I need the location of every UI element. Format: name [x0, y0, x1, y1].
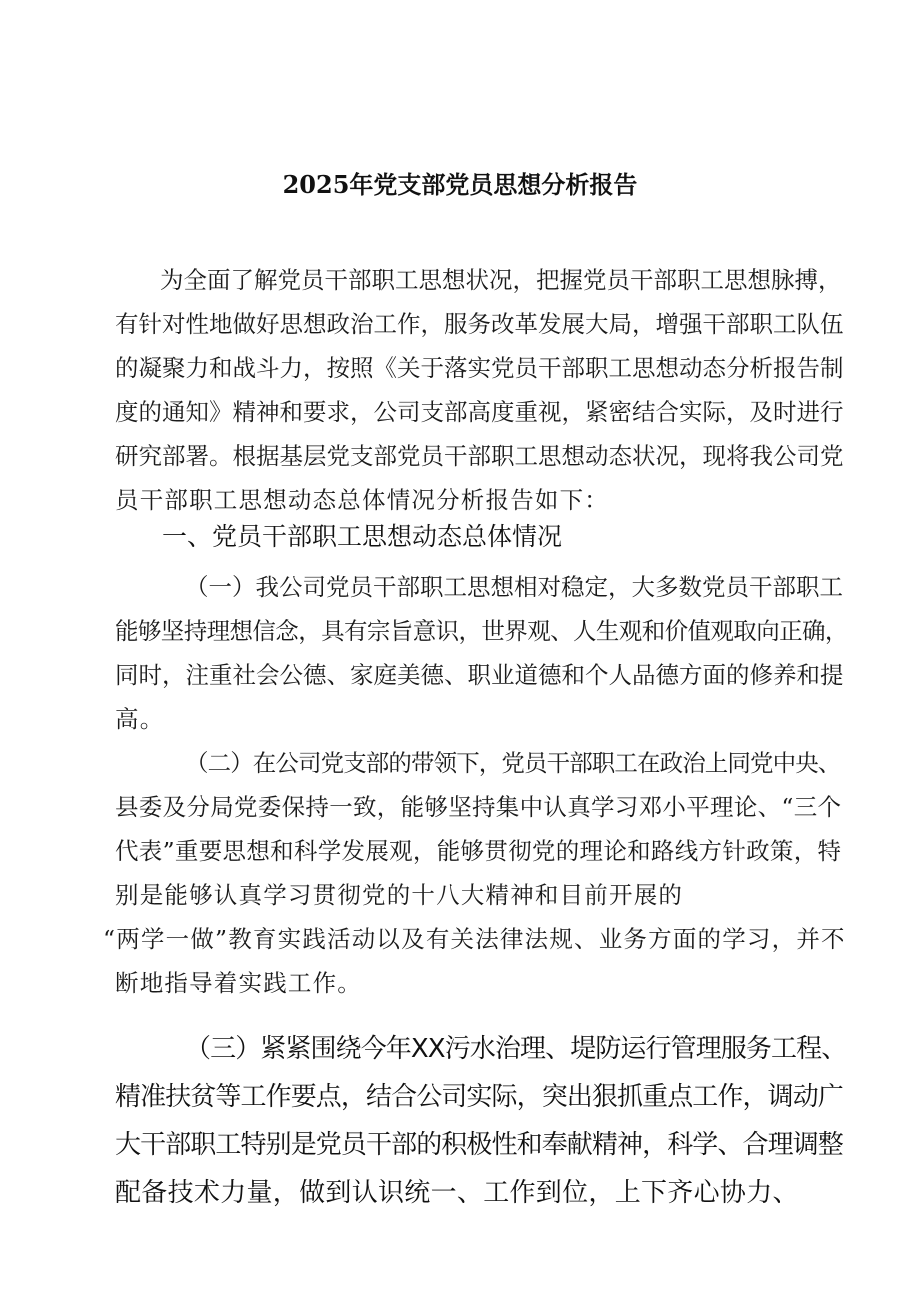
section-heading: 一、党员干部职工思想动态总体情况 [162, 522, 563, 551]
paragraph-line: 配备技术力量，做到认识统一、工作到位，上下齐心协力、 [115, 1178, 799, 1208]
paragraph-line: 县委及分局党委保持一致，能够坚持集中认真学习邓小平理论、“三个 [115, 793, 842, 821]
paragraph-line: 同时，注重社会公德、家庭美德、职业道德和个人品德方面的修养和提 [115, 661, 844, 689]
intro-line: 为全面了解党员干部职工思想状况，把握党员干部职工思想脉搏， [160, 266, 842, 294]
intro-line: 度的通知》精神和要求，公司支部高度重视，紧密结合实际，及时进行 [115, 398, 844, 426]
paragraph-line: 别是能够认真学习贯彻党的十八大精神和目前开展的 [115, 881, 684, 909]
paragraph-line: （二）在公司党支部的带领下，党员干部职工在政治上同党中央、 [185, 749, 841, 777]
intro-line: 的凝聚力和战斗力，按照《关于落实党员干部职工思想动态分析报告制 [115, 354, 844, 382]
paragraph-line: 高。 [115, 705, 165, 733]
paragraph-line: 代表”重要思想和科学发展观，能够贯彻党的理论和路线方针政策，特 [115, 837, 842, 865]
paragraph-line: 能够坚持理想信念，具有宗旨意识，世界观、人生观和价值观取向正确， [115, 617, 848, 645]
intro-line: 员干部职工思想动态总体情况分析报告如下： [115, 486, 609, 514]
document-title: 2025年党支部党员思想分析报告 [282, 170, 638, 199]
intro-line: 研究部署。根据基层党支部党员干部职工思想动态状况，现将我公司党 [115, 442, 844, 470]
paragraph-line: （一）我公司党员干部职工思想相对稳定，大多数党员干部职工 [185, 573, 843, 601]
paragraph-line: （三）紧紧围绕今年XX污水治理、堤防运行管理服务工程、 [185, 1034, 847, 1064]
paragraph-line: 精准扶贫等工作要点，结合公司实际，突出狠抓重点工作，调动广 [115, 1082, 843, 1112]
paragraph-line: 大干部职工特别是党员干部的积极性和奉献精神，科学、合理调整 [115, 1130, 843, 1160]
intro-line: 有针对性地做好思想政治工作，服务改革发展大局，增强干部职工队伍 [115, 310, 844, 338]
paragraph-line: 断地指导着实践工作。 [115, 969, 362, 997]
paragraph-line: “两学一做”教育实践活动以及有关法律法规、业务方面的学习，并不 [103, 925, 846, 953]
